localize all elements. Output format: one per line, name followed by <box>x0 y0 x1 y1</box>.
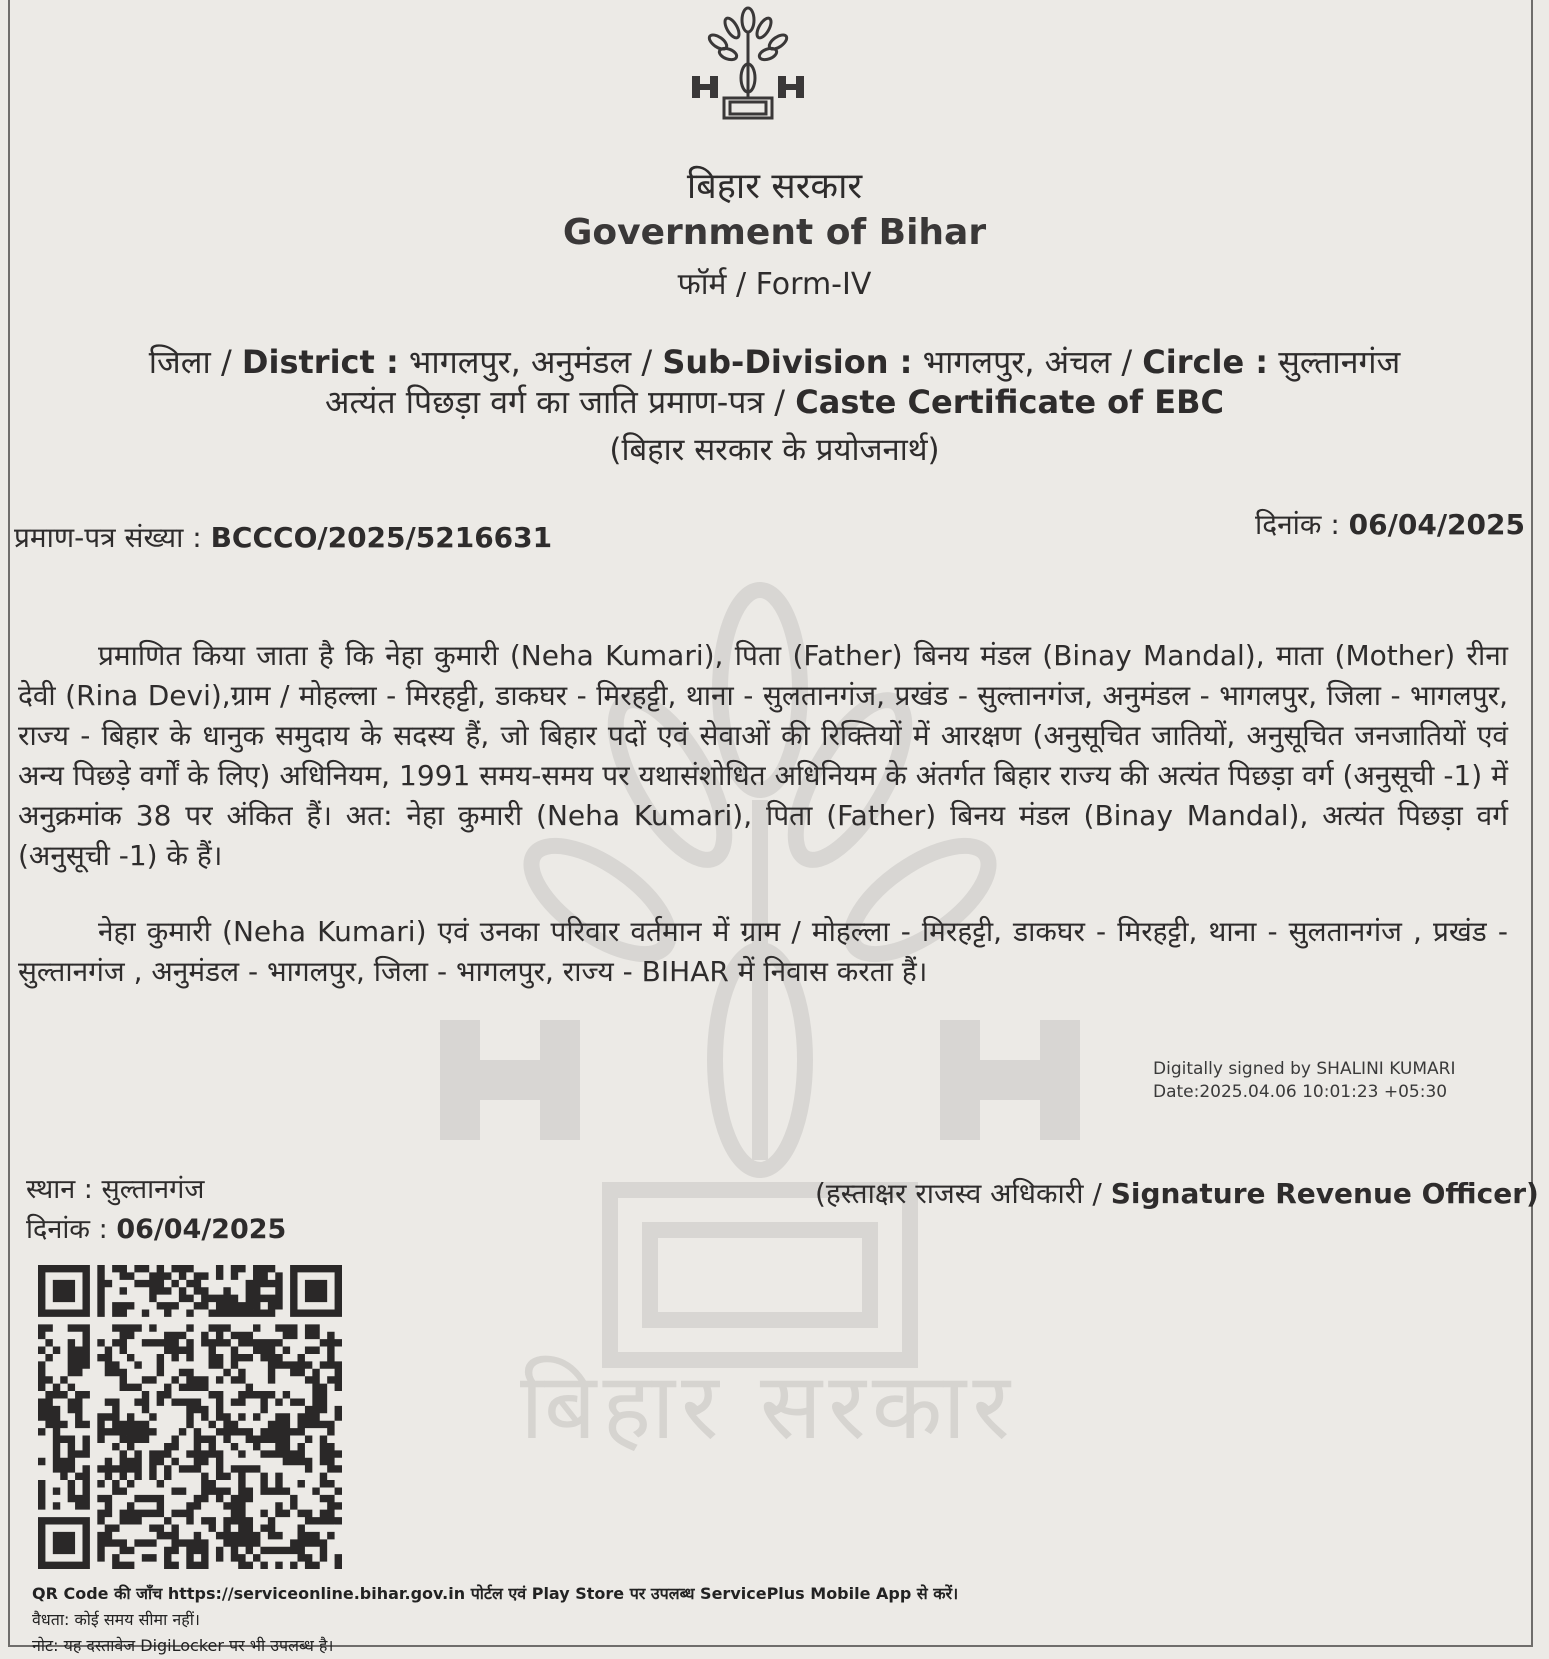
digital-signature-date: Date:2025.04.06 10:01:23 +05:30 <box>1153 1082 1448 1102</box>
header-english-title: Government of Bihar <box>562 212 987 253</box>
place-date-block <box>26 1170 286 1250</box>
place-date-label: दिनांक : <box>26 1214 117 1245</box>
certificate-title-hindi: अत्यंत पिछड़ा वर्ग का जाति प्रमाण-पत्र / <box>325 383 796 421</box>
footer-qr-verification: QR Code की जाँच https://serviceonline.bihar.gov.in पोर्टल एवं Play Store पर उपलब्ध ServicePlus Mobile App से करें। <box>32 1584 959 1603</box>
bihar-government-emblem-icon <box>688 6 808 122</box>
watermark-text: बिहार सरकार <box>520 1353 1016 1460</box>
qr-code-icon <box>38 1265 342 1569</box>
certificate-title <box>0 380 1549 423</box>
place-date-value: 06/04/2025 <box>116 1214 287 1245</box>
subdivision-value: भागलपुर, अंचल / <box>912 343 1143 381</box>
district-label-hi: जिला / <box>148 343 242 381</box>
paragraph-2-text: नेहा कुमारी (Neha Kumari) एवं उनका परिवार वर्तमान में ग्राम / मोहल्ला - मिरहट्टी, डाकघर - मिरहट्टी, थाना - सुलतानगंज , प्रखंड - सुल्तानगंज , अनुमंडल - भागलपुर, जिला - भागलपुर, राज्य - BIHAR में निवास करता हैं। <box>18 915 1508 988</box>
certificate-title-english: Caste Certificate of EBC <box>795 383 1224 421</box>
certificate-number-value: BCCCO/2025/5216631 <box>210 521 553 554</box>
paragraph-1-text: प्रमाणित किया जाता है कि नेहा कुमारी (Neha Kumari), पिता (Father) बिनय मंडल (Binay Mandal), माता (Mother) रीना देवी (Rina Devi),ग्राम / मोहल्ला - मिरहट्टी, डाकघर - मिरहट्टी, थाना - सुलतानगंज, प्रखंड - सुल्तानगंज, अनुमंडल - भागलपुर, जिला - भागलपुर, राज्य - बिहार के धानुक समुदाय के सदस्य हैं, जो बिहार पदों एवं सेवाओं की रिक्तियों में आरक्षण (अनुसूचित जातियों, अनुसूचित जनजातियों एवं अन्य पिछड़े वर्गों के लिए) अधिनियम, 1991 समय-समय पर यथासंशोधित अधिनियम के अंतर्गत बिहार राज्य की अत्यंत पिछड़ा वर्ग (अनुसूची -1) में अनुक्रमांक 38 पर अंकित हैं। अत: नेहा कुमारी (Neha Kumari), पिता (Father) बिनय मंडल (Binay Mandal), अत्यंत पिछड़ा वर्ग (अनुसूची -1) के हैं। <box>18 639 1508 872</box>
district-value: भागलपुर, अनुमंडल / <box>398 343 663 381</box>
certificate-body-paragraph-1 <box>18 636 1508 876</box>
place-value: सुल्तानगंज <box>101 1174 205 1205</box>
issue-date-value: 06/04/2025 <box>1348 508 1525 541</box>
signature-label <box>815 1174 1539 1212</box>
circle-label: Circle : <box>1142 343 1269 381</box>
footer-note: नोट: यह दस्तावेज DigiLocker पर भी उपलब्ध है। <box>32 1636 334 1655</box>
place-label: स्थान : <box>26 1174 102 1205</box>
certificate-number-label: प्रमाण-पत्र संख्या : <box>14 521 211 554</box>
form-number: फॉर्म / Form-IV <box>677 267 872 302</box>
digital-signature-signer: Digitally signed by SHALINI KUMARI <box>1153 1059 1456 1079</box>
certificate-body-paragraph-2 <box>18 912 1508 992</box>
header-hindi-title: बिहार सरकार <box>686 166 863 207</box>
signature-label-hindi: (हस्ताक्षर राजस्व अधिकारी / <box>815 1177 1111 1210</box>
footer-validity: वैधता: कोई समय सीमा नहीं। <box>32 1610 200 1629</box>
location-line <box>0 340 1549 383</box>
subdivision-label: Sub-Division : <box>662 343 913 381</box>
circle-value: सुल्तानगंज <box>1268 343 1401 381</box>
certificate-subtitle: (बिहार सरकार के प्रयोजनार्थ) <box>609 432 940 468</box>
qr-code-modules <box>38 1265 342 1569</box>
district-label: District : <box>241 343 399 381</box>
issue-date-label: दिनांक : <box>1255 508 1349 541</box>
signature-label-english: Signature Revenue Officer) <box>1110 1177 1539 1210</box>
issue-date <box>1255 505 1525 543</box>
digital-signature-block <box>1153 1058 1455 1104</box>
certificate-number <box>14 518 552 556</box>
